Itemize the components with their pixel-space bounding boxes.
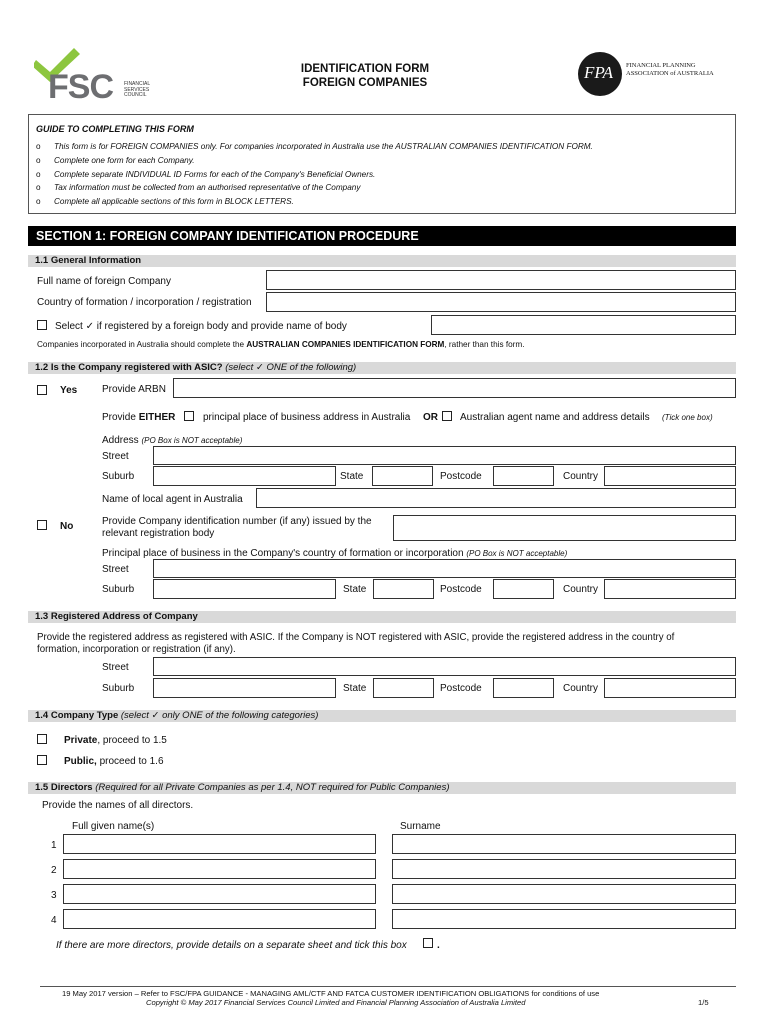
state-field[interactable]: [372, 466, 433, 486]
principal-place-label: principal place of business address in Australia: [203, 412, 411, 423]
guide-heading: GUIDE TO COMPLETING THIS FORM: [36, 124, 194, 134]
foreign-body-checkbox[interactable]: [37, 320, 47, 330]
country-formation-field[interactable]: [266, 292, 736, 312]
registered-country-field[interactable]: [604, 678, 736, 698]
foreign-suburb-field[interactable]: [153, 579, 336, 599]
director-row-number: 3: [51, 890, 57, 901]
public-checkbox[interactable]: [37, 755, 47, 765]
fpa-logo-text: FPA: [584, 63, 613, 82]
suburb-field[interactable]: [153, 466, 336, 486]
agent-label: Australian agent name and address details: [460, 412, 650, 423]
fsc-logo: [34, 46, 164, 104]
country-formation-label: Country of formation / incorporation / registration: [37, 297, 252, 308]
local-agent-field[interactable]: [256, 488, 736, 508]
principal-place-checkbox[interactable]: [184, 411, 194, 421]
company-id-field[interactable]: [393, 515, 736, 541]
footer-copyright: Copyright © May 2017 Financial Services Council Limited and Financial Planning Association of Australia Limited: [146, 998, 526, 1007]
suburb-label: Suburb: [102, 584, 135, 595]
guide-item: o This form is for FOREIGN COMPANIES only. For companies incorporated in Australia use the AUSTRALIAN COMPANIES IDENTIFICATION FORM.: [36, 142, 593, 151]
street-label: Street: [102, 564, 129, 575]
registered-no-checkbox[interactable]: [37, 520, 47, 530]
state-label: State: [340, 471, 364, 482]
page-title: [240, 62, 490, 90]
foreign-state-field[interactable]: [373, 579, 434, 599]
postcode-label: Postcode: [440, 683, 482, 694]
registered-address-instructions: Provide the registered address as registered with ASIC. If the Company is NOT registered with ASIC, provide the registered address in the country of formation, incorporation or registration (if any).: [37, 632, 675, 655]
fpa-logo-sub: ASSOCIATION of AUSTRALIA: [626, 70, 714, 77]
street-label: Street: [102, 662, 129, 673]
fsc-logo-sub: COUNCIL: [124, 92, 147, 98]
col-given-names: Full given name(s): [72, 821, 155, 832]
director-surname-field[interactable]: [392, 884, 736, 904]
country-label: Country: [563, 471, 599, 482]
registered-street-field[interactable]: [153, 657, 736, 676]
director-row-number: 1: [51, 840, 57, 851]
foreign-body-label: Select ✓ if registered by a foreign body and provide name of body: [55, 321, 347, 332]
registered-postcode-field[interactable]: [493, 678, 554, 698]
full-name-field[interactable]: [266, 270, 736, 290]
director-row-number: 4: [51, 915, 57, 926]
fsc-logo-sub: SERVICES: [124, 86, 150, 93]
postcode-label: Postcode: [440, 471, 482, 482]
director-surname-field[interactable]: [392, 834, 736, 854]
fpa-logo-sub: FINANCIAL PLANNING: [626, 62, 696, 69]
full-name-label: Full name of foreign Company: [37, 276, 171, 287]
guide-item: o Complete all applicable sections of this form in BLOCK LETTERS.: [36, 197, 294, 206]
s12-heading: 1.2 Is the Company registered with ASIC? (select ✓ ONE of the following): [28, 362, 736, 374]
postcode-field[interactable]: [493, 466, 554, 486]
australian-note: Companies incorporated in Australia should complete the AUSTRALIAN COMPANIES IDENTIFICATION FORM, rather than this form.: [37, 340, 525, 349]
fpa-logo: [578, 52, 738, 98]
agent-checkbox[interactable]: [442, 411, 452, 421]
provide-either-label: Provide EITHER: [102, 412, 176, 423]
guide-item: o Complete separate INDIVIDUAL ID Forms for each of the Company's Beneficial Owners.: [36, 170, 376, 179]
footer-version: 19 May 2017 version – Refer to FSC/FPA GUIDANCE - MANAGING AML/CTF AND FATCA CUSTOMER IDENTIFICATION OBLIGATIONS for conditions of use: [62, 989, 600, 998]
page-title-line2: FOREIGN COMPANIES: [302, 77, 428, 89]
suburb-label: Suburb: [102, 683, 135, 694]
street-field[interactable]: [153, 446, 736, 465]
provide-arbn-label: Provide ARBN: [102, 384, 166, 395]
local-agent-label: Name of local agent in Australia: [102, 494, 243, 505]
guide-item: o Tax information must be collected from an authorised representative of the Company: [36, 183, 361, 192]
fsc-logo-text: FSC: [48, 68, 113, 106]
arbn-field[interactable]: [173, 378, 736, 398]
country-label: Country: [563, 683, 599, 694]
tick-one-note: (Tick one box): [662, 413, 713, 422]
col-surname: Surname: [400, 821, 441, 832]
fsc-logo-sub: FINANCIAL: [124, 81, 151, 87]
registered-yes-checkbox[interactable]: [37, 385, 47, 395]
foreign-body-field[interactable]: [431, 315, 736, 335]
s15-heading: 1.5 Directors (Required for all Private Companies as per 1.4, NOT required for Public Companies): [28, 782, 736, 794]
director-given-field[interactable]: [63, 834, 376, 854]
state-label: State: [343, 584, 367, 595]
or-label: OR: [423, 412, 438, 423]
director-given-field[interactable]: [63, 884, 376, 904]
private-checkbox[interactable]: [37, 734, 47, 744]
postcode-label: Postcode: [440, 584, 482, 595]
s14-heading: 1.4 Company Type (select ✓ only ONE of the following categories): [28, 710, 736, 722]
public-label: Public, proceed to 1.6: [64, 756, 164, 767]
director-row-number: 2: [51, 865, 57, 876]
directors-intro: Provide the names of all directors.: [42, 800, 194, 811]
foreign-postcode-field[interactable]: [493, 579, 554, 599]
page-title-line1: IDENTIFICATION FORM: [300, 63, 430, 75]
more-directors-checkbox[interactable]: [423, 938, 433, 948]
director-surname-field[interactable]: [392, 909, 736, 929]
s13-heading: 1.3 Registered Address of Company: [28, 611, 736, 623]
principal-foreign-label: Principal place of business in the Company's country of formation or incorporation (PO Box is NOT acceptable): [102, 548, 568, 559]
registered-suburb-field[interactable]: [153, 678, 336, 698]
more-directors-dot: .: [437, 940, 440, 951]
private-label: Private, proceed to 1.5: [64, 735, 167, 746]
guide-item: o Complete one form for each Company.: [36, 156, 195, 165]
footer-page-number: 1/5: [698, 998, 709, 1007]
suburb-label: Suburb: [102, 471, 135, 482]
address-label: Address (PO Box is NOT acceptable): [102, 435, 243, 446]
more-directors-note: If there are more directors, provide details on a separate sheet and tick this box: [56, 940, 407, 951]
street-label: Street: [102, 451, 129, 462]
country-label: Country: [563, 584, 599, 595]
registered-no-label: No: [60, 521, 74, 532]
director-given-field[interactable]: [63, 859, 376, 879]
country-field[interactable]: [604, 466, 736, 486]
foreign-street-field[interactable]: [153, 559, 736, 578]
state-label: State: [343, 683, 367, 694]
s11-heading: 1.1 General Information: [28, 255, 736, 267]
director-surname-field[interactable]: [392, 859, 736, 879]
section1-title: SECTION 1: FOREIGN COMPANY IDENTIFICATION PROCEDURE: [28, 226, 736, 246]
company-id-label: Provide Company identification number (if any) issued by the relevant registration body: [102, 516, 372, 539]
foreign-country-field[interactable]: [604, 579, 736, 599]
director-given-field[interactable]: [63, 909, 376, 929]
registered-yes-label: Yes: [60, 385, 78, 396]
footer-divider: [40, 986, 736, 987]
registered-state-field[interactable]: [373, 678, 434, 698]
